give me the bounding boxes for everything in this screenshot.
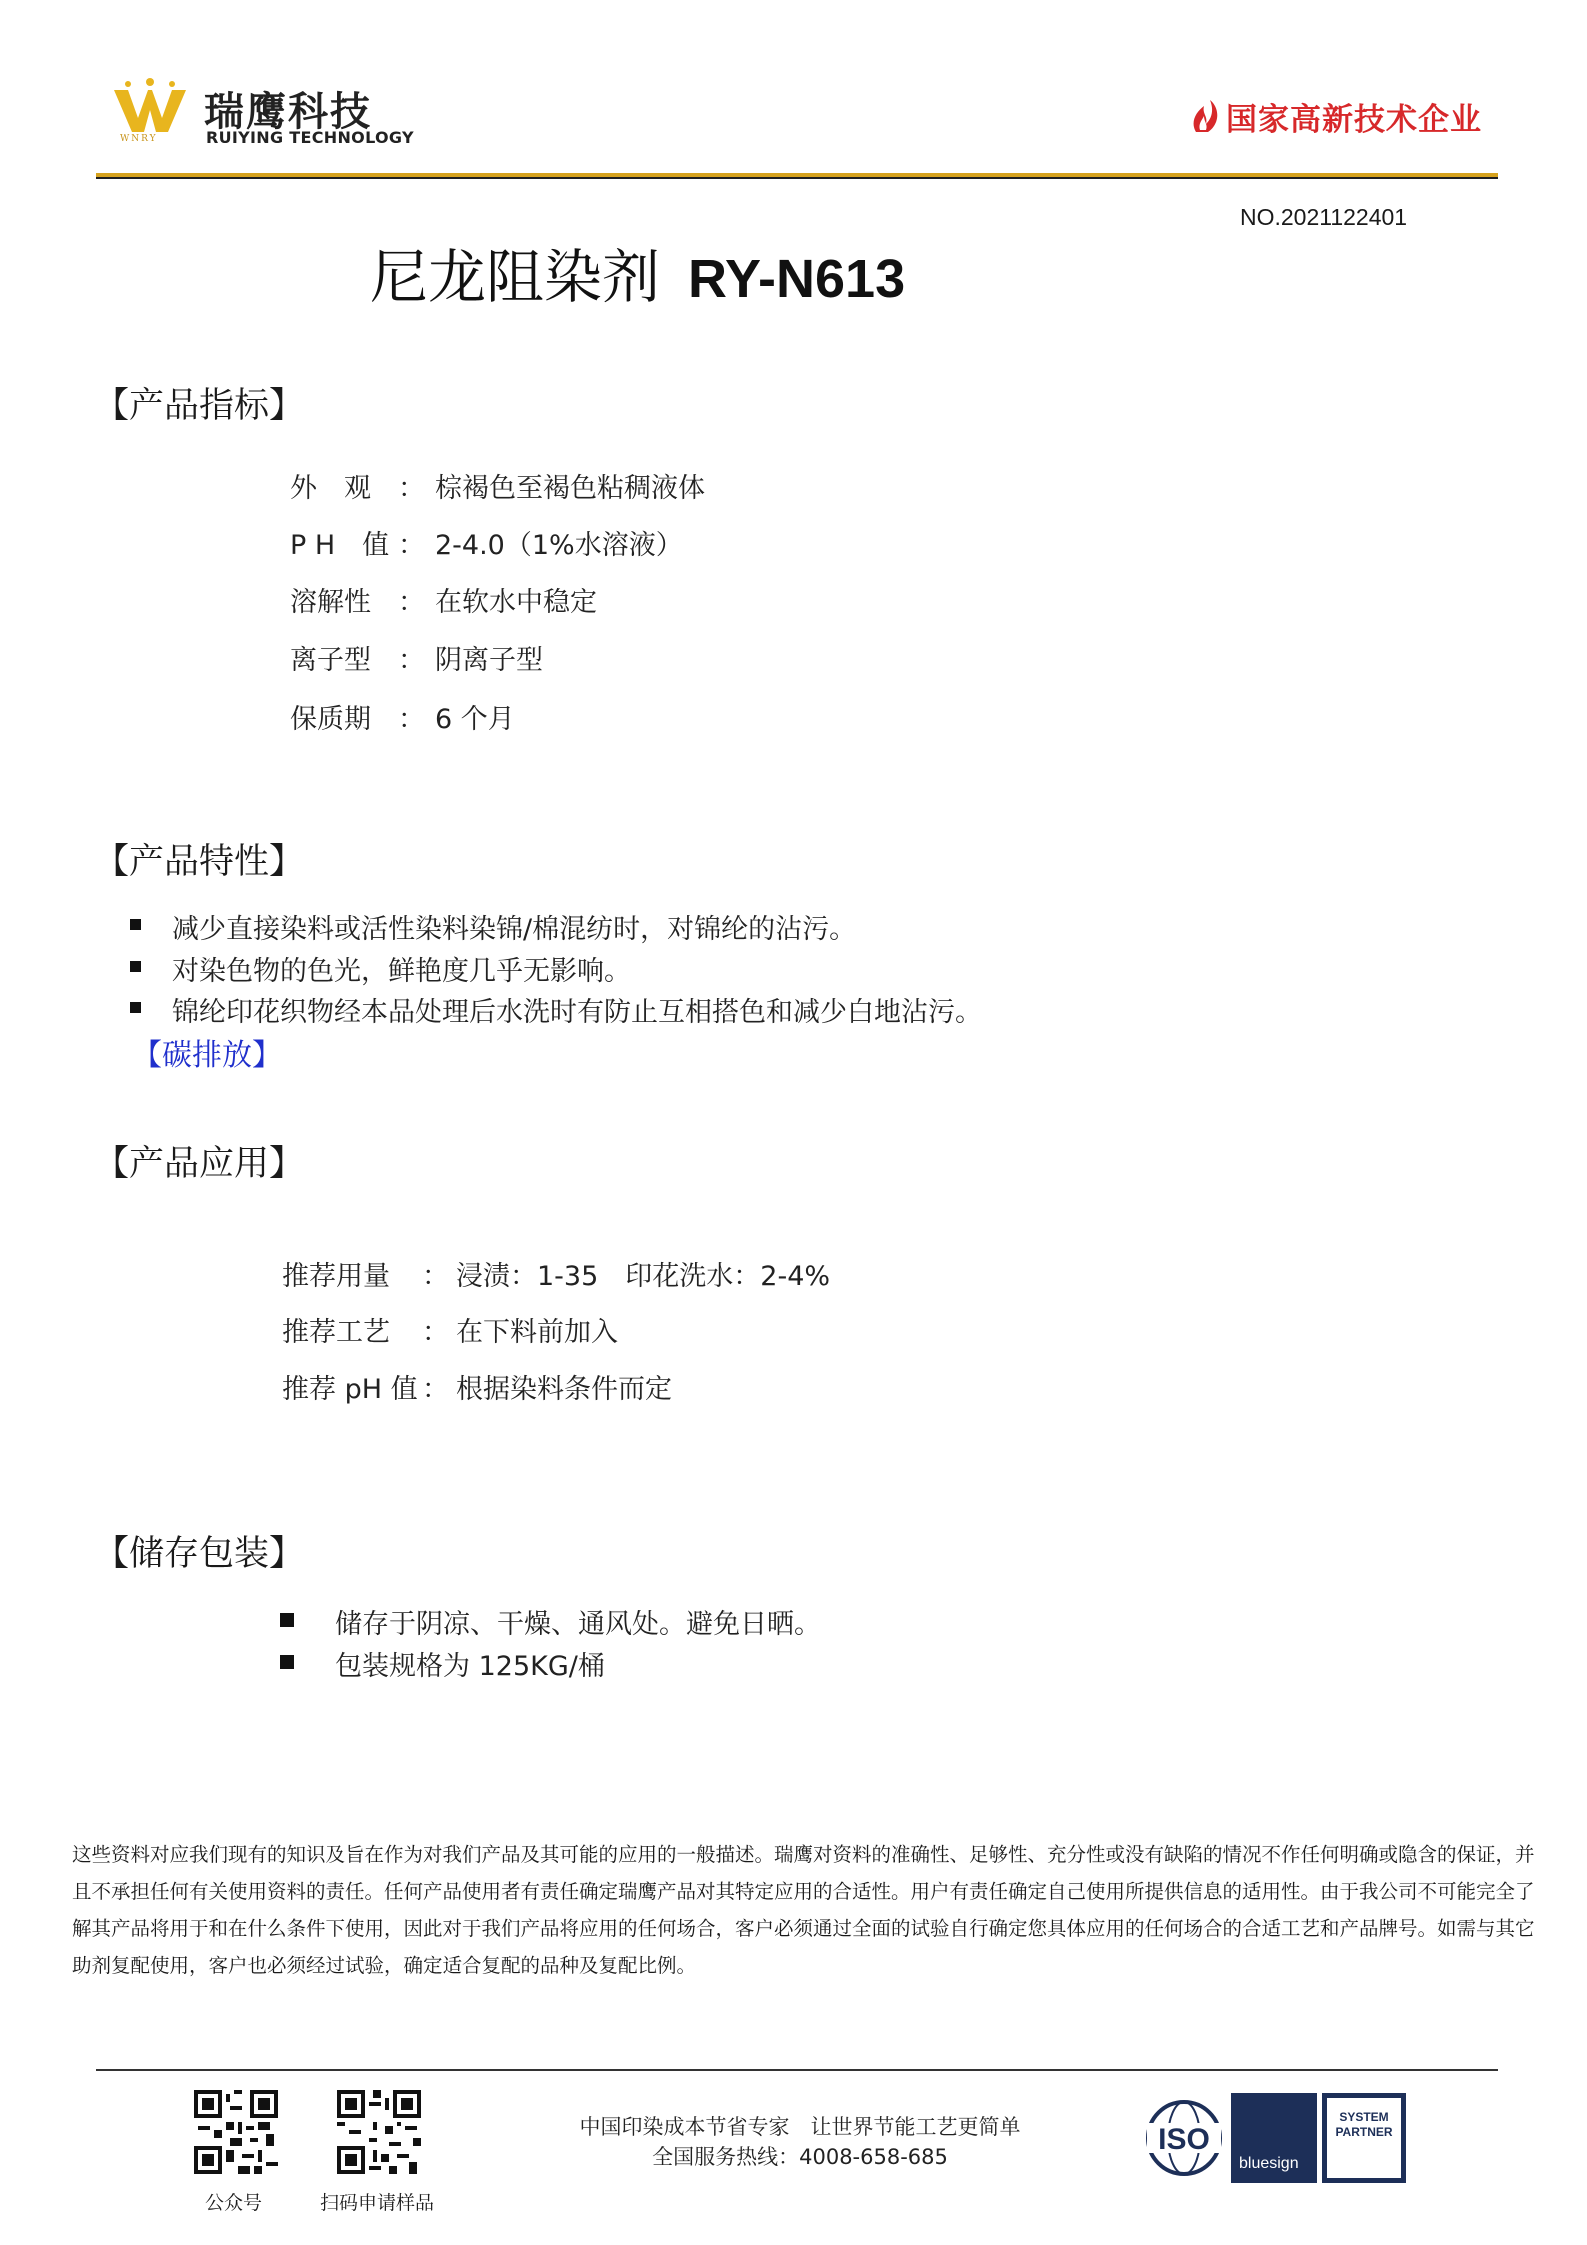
document-number: NO.2021122401 bbox=[1240, 204, 1408, 230]
bullet-square-icon bbox=[130, 1002, 141, 1013]
header-divider bbox=[96, 173, 1498, 179]
feature-section-heading: 【产品特性】 bbox=[94, 842, 305, 882]
disclaimer-text: 这些资料对应我们现有的知识及旨在作为对我们产品及其可能的应用的一般描述。瑞鹰对资料的准确性、足够性、充分性或没有缺陷的情况不作任何明确或隐含的保证，并且不承担任何有关使用资料的责任。任何产品使用者有责任确定瑞鹰产品对其特定应用的合适性。用户有责任确定自己使用所提供信息的适用性。由于我公司不可能完全了解其产品将用于和在什么条件下使用，因此对于我们产品将应用的任何场合，客户必须通过全面的试验自行确定您具体应用的任何场合的合适工艺和产品牌号。如需与其它助剂复配使用，客户也必须经过试验，确定适合复配的品种及复配比例。 bbox=[72, 1843, 1535, 1977]
qr-left-label: 公众号 bbox=[205, 2192, 263, 2214]
spec-separator: ： bbox=[398, 530, 425, 561]
application-label: 推荐 pH 值 bbox=[282, 1374, 418, 1405]
spec-section-heading: 【产品指标】 bbox=[94, 386, 305, 426]
application-separator: ： bbox=[422, 1261, 449, 1292]
qr-right-label: 扫码申请样品 bbox=[320, 2192, 435, 2214]
spec-label: 保质期 bbox=[290, 704, 371, 735]
spec-separator: ： bbox=[398, 587, 425, 618]
application-label: 推荐工艺 bbox=[282, 1317, 390, 1348]
product-name: 尼龙阻染剂 bbox=[370, 243, 661, 311]
spec-separator: ： bbox=[398, 645, 425, 676]
bluesign-text: bluesign bbox=[1239, 2155, 1299, 2172]
product-model: RY-N613 bbox=[688, 249, 906, 309]
sample-request-qr-code-icon[interactable] bbox=[337, 2090, 421, 2174]
bluesign-logo bbox=[1231, 2093, 1317, 2183]
spec-value: 阴离子型 bbox=[435, 645, 543, 676]
application-value: 在下料前加入 bbox=[456, 1317, 618, 1348]
spec-separator: ： bbox=[398, 473, 425, 504]
torch-icon bbox=[1186, 94, 1222, 134]
service-hotline: 全国服务热线：4008-658-685 bbox=[652, 2145, 948, 2169]
application-separator: ： bbox=[422, 1374, 449, 1405]
bullet-square-icon bbox=[130, 919, 141, 930]
gov-badge-text: 国家高新技术企业 bbox=[1226, 102, 1482, 138]
spec-value: 6 个月 bbox=[435, 704, 515, 735]
wechat-qr-code-icon[interactable] bbox=[194, 2090, 278, 2174]
system-partner-panel bbox=[1327, 2098, 1401, 2178]
footer-divider bbox=[96, 2069, 1498, 2071]
system-partner-text: SYSTEM PARTNER bbox=[1335, 2110, 1393, 2139]
iso-text: ISO bbox=[1158, 2123, 1210, 2156]
company-logo bbox=[112, 76, 414, 147]
page-title bbox=[370, 230, 905, 314]
spec-value: 棕褐色至褐色粘稠液体 bbox=[435, 473, 705, 504]
bullet-square-icon bbox=[280, 1655, 294, 1669]
logo-english-name: RUIYING TECHNOLOGY bbox=[206, 128, 414, 147]
logo-mark-text: WNRY bbox=[120, 134, 158, 144]
spec-value: 2-4.0（1%水溶液） bbox=[435, 530, 683, 561]
spec-label: P H 值 bbox=[290, 530, 390, 561]
application-value: 根据染料条件而定 bbox=[456, 1374, 672, 1405]
feature-text: 对染色物的色光，鲜艳度几乎无影响。 bbox=[172, 956, 631, 987]
spec-separator: ： bbox=[398, 704, 425, 735]
spec-label: 溶解性 bbox=[290, 587, 371, 618]
feature-text: 减少直接染料或活性染料染锦/棉混纺时，对锦纶的沾污。 bbox=[172, 914, 857, 945]
bullet-square-icon bbox=[130, 961, 141, 972]
spec-label: 离子型 bbox=[290, 645, 371, 676]
storage-text: 包装规格为 125KG/桶 bbox=[335, 1651, 605, 1682]
iso-logo-icon bbox=[1141, 2093, 1227, 2183]
bullet-square-icon bbox=[280, 1613, 294, 1627]
application-label: 推荐用量 bbox=[282, 1261, 390, 1292]
storage-text: 储存于阴凉、干燥、通风处。避免日晒。 bbox=[335, 1609, 821, 1640]
feature-text: 锦纶印花织物经本品处理后水洗时有防止互相搭色和减少白地沾污。 bbox=[172, 997, 982, 1028]
storage-section-heading: 【储存包装】 bbox=[94, 1534, 305, 1574]
spec-label: 外 观 bbox=[290, 473, 371, 504]
logo-chinese-name: 瑞鹰科技 bbox=[204, 89, 372, 135]
spec-value: 在软水中稳定 bbox=[435, 587, 597, 618]
application-section-heading: 【产品应用】 bbox=[94, 1144, 305, 1184]
application-value: 浸渍：1-35 印花洗水：2-4% bbox=[456, 1261, 831, 1292]
application-separator: ： bbox=[422, 1317, 449, 1348]
system-partner-logo bbox=[1322, 2093, 1406, 2183]
footer-slogan bbox=[560, 2112, 1040, 2172]
slogan-line: 中国印染成本节省专家 让世界节能工艺更简单 bbox=[579, 2115, 1021, 2139]
carbon-emission-link[interactable]: 【碳排放】 bbox=[132, 1038, 282, 1073]
